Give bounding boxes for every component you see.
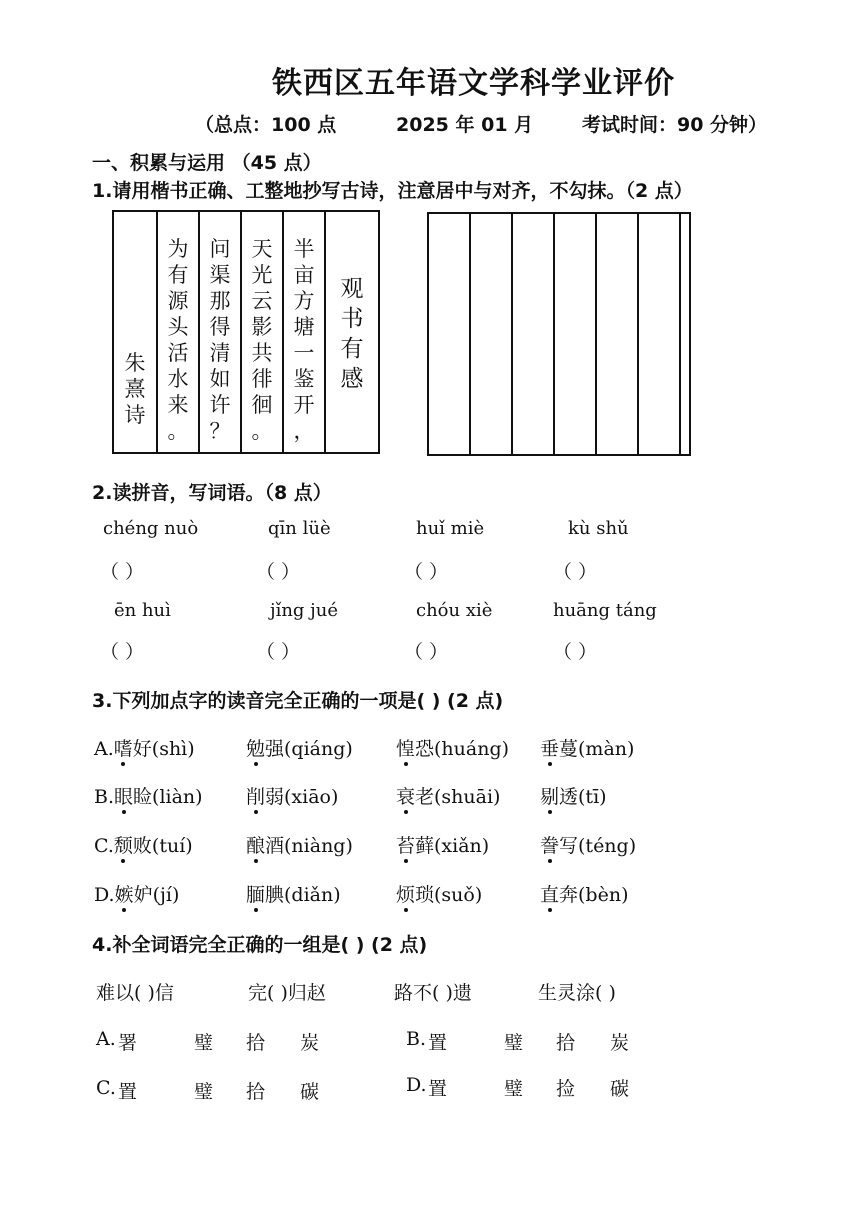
option-prefix: B.	[406, 1028, 427, 1050]
option-text: 琐(suǒ)	[415, 884, 483, 906]
q3-option-item[interactable]	[94, 734, 195, 761]
q3-option-item	[246, 734, 353, 761]
poem-line: 半 亩 方 塘 一 鉴 开 ，	[293, 237, 315, 443]
answer-blank[interactable]: （ ）	[553, 561, 598, 583]
writing-column[interactable]	[429, 214, 471, 454]
answer-blank[interactable]: （ ）	[404, 561, 449, 583]
poem-line: 为 有 源 头 活 水 来 。	[167, 237, 189, 443]
pinyin: ēn huì	[114, 600, 171, 621]
option-text: 好(shì)	[132, 738, 195, 760]
dotted-char: 勉	[246, 738, 265, 760]
pinyin: chóu xiè	[416, 600, 493, 621]
option-text: 睑(liàn)	[133, 786, 203, 808]
option-prefix: A.	[94, 738, 114, 760]
option-char: 璧	[504, 1032, 524, 1054]
idiom-stem: 路不( )遗	[394, 982, 472, 1004]
dotted-char: 剔	[540, 786, 559, 808]
option-text: 老(shuāi)	[415, 786, 501, 808]
option-char: 置	[118, 1081, 138, 1103]
dotted-char: 誊	[540, 835, 559, 857]
question-4-label: 4.补全词语完全正确的一组是( ) (2 点)	[92, 934, 428, 956]
idiom-stem: 生灵涂( )	[538, 982, 616, 1004]
q3-option-item[interactable]	[94, 880, 179, 907]
dotted-char: 烦	[396, 884, 415, 906]
total-points: （总点：100 点	[195, 114, 337, 136]
poem-line-column	[242, 212, 284, 452]
q3-option-item	[246, 831, 353, 858]
poem-line: 问 渠 那 得 清 如 许 ？	[209, 237, 231, 443]
dotted-char: 削	[246, 786, 265, 808]
option-char: 炭	[300, 1032, 320, 1054]
writing-column[interactable]	[555, 214, 597, 454]
option-text: 蔓(màn)	[559, 738, 635, 760]
q3-option-item	[540, 880, 629, 907]
q3-option-item[interactable]	[94, 782, 203, 809]
q3-option-item[interactable]	[94, 831, 193, 858]
dotted-char: 嫉	[115, 884, 134, 906]
question-2-label: 2.读拼音，写词语。（8 点）	[92, 482, 332, 504]
option-char: 置	[428, 1032, 448, 1054]
answer-blank[interactable]: （ ）	[100, 561, 145, 583]
poem-line: 天 光 云 影 共 徘 徊 。	[251, 237, 273, 443]
dotted-char: 垂	[540, 738, 559, 760]
poem-model-grid	[112, 210, 380, 454]
dotted-char: 酿	[246, 835, 265, 857]
poem-author-column	[114, 212, 158, 452]
section-heading: 一、积累与运用 （45 点）	[92, 152, 322, 174]
pinyin: jǐng jué	[270, 600, 339, 621]
q3-option-item	[540, 782, 607, 809]
writing-column[interactable]	[471, 214, 513, 454]
option-text: 腆(diǎn)	[265, 884, 341, 906]
poem-title: 观 书 有 感	[340, 276, 364, 392]
dotted-char: 颓	[114, 835, 133, 857]
option-char: 拾	[246, 1081, 266, 1103]
option-prefix: C.	[96, 1077, 116, 1099]
q3-option-item	[246, 782, 338, 809]
dotted-char: 嗜	[114, 738, 133, 760]
poem-author: 朱 熹 诗	[124, 351, 146, 427]
question-1-label: 1.请用楷书正确、工整地抄写古诗，注意居中与对齐，不勾抹。（2 点）	[92, 180, 693, 202]
option-text: 奔(bèn)	[559, 884, 629, 906]
q3-option-item	[396, 734, 509, 761]
exam-time: 考试时间：90 分钟）	[582, 114, 768, 136]
option-text: 强(qiáng)	[265, 738, 353, 760]
poem-line-column	[200, 212, 242, 452]
writing-column[interactable]	[597, 214, 639, 454]
option-char: 碳	[610, 1078, 630, 1100]
option-char: 炭	[610, 1032, 630, 1054]
option-char: 捡	[556, 1078, 576, 1100]
option-text: 透(tī)	[559, 786, 607, 808]
option-char: 署	[118, 1032, 138, 1054]
option-text: 藓(xiǎn)	[415, 835, 490, 857]
answer-blank[interactable]: （ ）	[553, 641, 598, 663]
option-char: 璧	[504, 1078, 524, 1100]
q3-option-item	[396, 880, 482, 907]
q3-option-item	[540, 734, 634, 761]
option-prefix: D.	[406, 1074, 427, 1096]
q3-option-item	[246, 880, 341, 907]
option-text: 酒(niàng)	[265, 835, 353, 857]
poem-title-column	[326, 212, 378, 452]
q3-option-item	[540, 831, 636, 858]
option-char: 璧	[194, 1081, 214, 1103]
q4-option[interactable]	[96, 1028, 326, 1054]
dotted-char: 眼	[114, 786, 133, 808]
idiom-stem: 难以( )信	[96, 982, 174, 1004]
page-title: 铁西区五年语文学科学业评价	[272, 66, 675, 101]
q4-option[interactable]	[96, 1077, 326, 1103]
answer-blank[interactable]: （ ）	[100, 641, 145, 663]
option-char: 碳	[300, 1081, 320, 1103]
pinyin: chéng nuò	[103, 518, 199, 539]
answer-blank[interactable]: （ ）	[256, 641, 301, 663]
poem-line-column	[158, 212, 200, 452]
option-prefix: C.	[94, 835, 114, 857]
pinyin: huǐ miè	[416, 518, 485, 539]
option-char: 拾	[246, 1032, 266, 1054]
option-char: 置	[428, 1078, 448, 1100]
option-text: 妒(jí)	[133, 884, 180, 906]
question-3-label: 3.下列加点字的读音完全正确的一项是( ) (2 点)	[92, 690, 504, 712]
option-char: 璧	[194, 1032, 214, 1054]
option-char: 拾	[556, 1032, 576, 1054]
option-prefix: B.	[94, 786, 115, 808]
idiom-stem: 完( )归赵	[248, 982, 326, 1004]
writing-column[interactable]	[639, 214, 681, 454]
answer-blank[interactable]: （ ）	[404, 641, 449, 663]
option-prefix: D.	[94, 884, 115, 906]
pinyin: huāng táng	[553, 600, 657, 621]
dotted-char: 苔	[396, 835, 415, 857]
answer-blank[interactable]: （ ）	[256, 561, 301, 583]
dotted-char: 直	[540, 884, 559, 906]
option-prefix: A.	[96, 1028, 116, 1050]
dotted-char: 衰	[396, 786, 415, 808]
dotted-char: 腼	[246, 884, 265, 906]
q3-option-item	[396, 831, 489, 858]
q4-option[interactable]	[406, 1074, 636, 1100]
writing-grid[interactable]	[427, 212, 691, 456]
pinyin: qīn lüè	[268, 518, 331, 539]
option-text: 败(tuí)	[132, 835, 193, 857]
option-text: 弱(xiāo)	[265, 786, 339, 808]
option-text: 恐(huáng)	[415, 738, 510, 760]
q4-option[interactable]	[406, 1028, 636, 1054]
writing-column[interactable]	[513, 214, 555, 454]
exam-date: 2025 年 01 月	[396, 114, 534, 136]
dotted-char: 惶	[396, 738, 415, 760]
pinyin: kù shǔ	[568, 518, 629, 539]
option-text: 写(téng)	[559, 835, 637, 857]
poem-line-column	[284, 212, 326, 452]
q3-option-item	[396, 782, 500, 809]
